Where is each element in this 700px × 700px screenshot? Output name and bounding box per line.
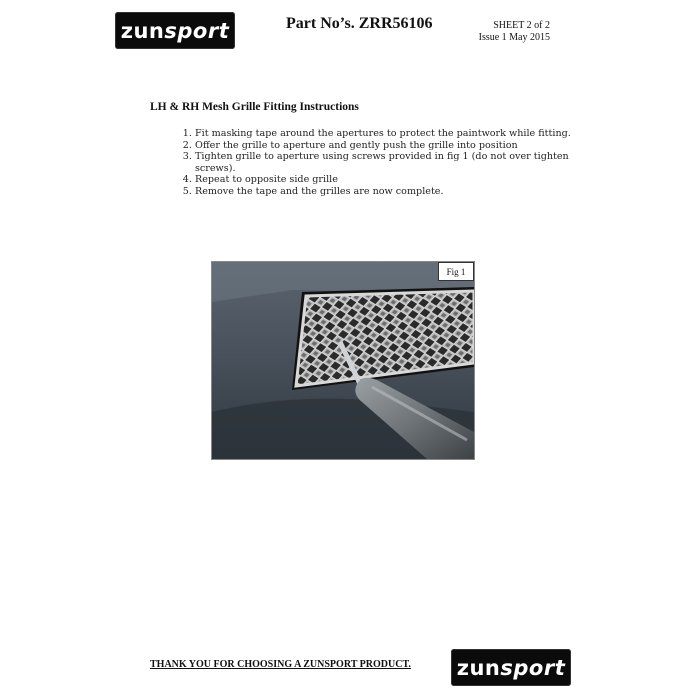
- instruction-step: 1. Fit masking tape around the apertures to protect the paintwork while fitting.: [195, 128, 580, 140]
- zunsport-logo: [115, 12, 235, 49]
- part-number-title: Part No’s. ZRR56106: [286, 15, 433, 32]
- instructions-heading: LH & RH Mesh Grille Fitting Instructions: [150, 101, 359, 113]
- logo-word-zun: zun: [120, 18, 165, 43]
- instruction-step: 3. Tighten grille to aperture using screws provided in fig 1 (do not over tighten screws).: [195, 151, 580, 174]
- instruction-step: 2. Offer the grille to aperture and gently push the grille into position: [195, 140, 580, 152]
- figure-label: Fig 1: [438, 262, 474, 281]
- logo-word-zun: zun: [456, 655, 501, 680]
- grille-fitting-illustration: [212, 262, 474, 459]
- logo-word-sport: sport: [164, 18, 230, 43]
- fitting-photo: [211, 261, 475, 460]
- instruction-step: 5. Remove the tape and the grilles are now complete.: [195, 186, 580, 198]
- sheet-info: [479, 20, 550, 44]
- logo-word-sport: sport: [500, 655, 566, 680]
- instruction-step: 4. Repeat to opposite side grille: [195, 174, 580, 186]
- thank-you-message: THANK YOU FOR CHOOSING A ZUNSPORT PRODUCT.: [150, 659, 411, 670]
- sheet-number: SHEET 2 of 2: [493, 20, 550, 31]
- instructions-list: [165, 128, 580, 198]
- zunsport-logo-footer: [451, 649, 571, 686]
- issue-date: Issue 1 May 2015: [478, 32, 550, 43]
